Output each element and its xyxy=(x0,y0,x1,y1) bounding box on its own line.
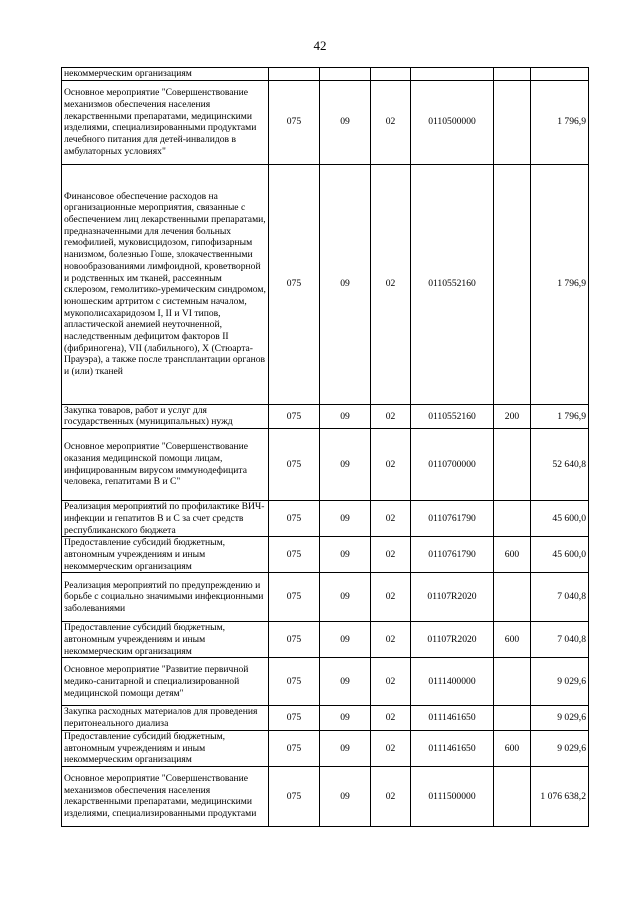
row-name-cell: Основное мероприятие "Развитие первичной медико-санитарной и специализированной медицинской помощи детям" xyxy=(62,658,269,706)
row-csr-cell: 0111461650 xyxy=(411,706,494,730)
row-csr-cell: 0110500000 xyxy=(411,80,494,164)
row-rz-cell: 09 xyxy=(320,429,371,501)
row-csr-cell: 0110761790 xyxy=(411,537,494,573)
table-row xyxy=(62,658,589,706)
row-sum-cell: 7 040,8 xyxy=(531,573,589,622)
table-row xyxy=(62,429,589,501)
row-name-cell: Предоставление субсидий бюджетным, автономным учреждениям и иным некоммерческим организациям xyxy=(62,537,269,573)
row-rz-cell: 09 xyxy=(320,622,371,658)
row-vr-cell: 600 xyxy=(494,730,531,766)
row-sum-cell: 9 029,6 xyxy=(531,658,589,706)
row-gr-cell: 075 xyxy=(269,766,320,826)
row-rz-cell: 09 xyxy=(320,730,371,766)
row-sum-cell: 45 600,0 xyxy=(531,537,589,573)
row-rz-cell: 09 xyxy=(320,537,371,573)
row-name-cell: Основное мероприятие "Совершенствование оказания медицинской помощи лицам, инфицированным вирусом иммунодефицита человека, гепатитами В и С" xyxy=(62,429,269,501)
table-row xyxy=(62,730,589,766)
row-rz-cell: 09 xyxy=(320,501,371,537)
row-pr-cell xyxy=(371,68,411,81)
table-row xyxy=(62,164,589,404)
row-name-cell: некоммерческим организациям xyxy=(62,68,269,81)
row-pr-cell: 02 xyxy=(371,537,411,573)
row-csr-cell: 0111400000 xyxy=(411,658,494,706)
row-vr-cell xyxy=(494,706,531,730)
row-gr-cell: 075 xyxy=(269,573,320,622)
row-pr-cell: 02 xyxy=(371,429,411,501)
row-name-cell: Финансовое обеспечение расходов на организационные мероприятия, связанные с обеспечением лиц лекарственными препаратами, предназначенными для лечения больных гемофилией, муковисцидозом, гипофизарным нанизмом, болезнью Гоше, злокачественными новообразованиями лимфоидной, кроветворной и родственных им тканей, рассеянным склерозом, гемолитико-уремическим синдромом, юношеским артритом с системным началом, мукополисахаридозом I, II и VI типов, апластической анемией неуточненной, наследственным дефицитом факторов II (фибриногена), VII (лабильного), X (Стюарта-Прауэра), а также после трансплантации органов и (или) тканей xyxy=(62,164,269,404)
row-gr-cell: 075 xyxy=(269,730,320,766)
row-name-cell: Предоставление субсидий бюджетным, автономным учреждениям и иным некоммерческим организациям xyxy=(62,622,269,658)
row-name-cell: Предоставление субсидий бюджетным, автономным учреждениям и иным некоммерческим организациям xyxy=(62,730,269,766)
row-csr-cell: 0111500000 xyxy=(411,766,494,826)
row-rz-cell: 09 xyxy=(320,766,371,826)
row-vr-cell xyxy=(494,573,531,622)
row-pr-cell: 02 xyxy=(371,658,411,706)
row-sum-cell xyxy=(531,68,589,81)
table-row xyxy=(62,573,589,622)
row-rz-cell: 09 xyxy=(320,706,371,730)
row-gr-cell: 075 xyxy=(269,706,320,730)
table-row xyxy=(62,80,589,164)
row-rz-cell: 09 xyxy=(320,164,371,404)
row-vr-cell: 600 xyxy=(494,622,531,658)
row-pr-cell: 02 xyxy=(371,501,411,537)
table-row xyxy=(62,68,589,81)
table-row xyxy=(62,706,589,730)
budget-table xyxy=(61,67,589,827)
table-row xyxy=(62,766,589,826)
row-name-cell: Закупка расходных материалов для проведения перитонеального диализа xyxy=(62,706,269,730)
row-gr-cell: 075 xyxy=(269,80,320,164)
row-pr-cell: 02 xyxy=(371,404,411,428)
row-sum-cell: 9 029,6 xyxy=(531,730,589,766)
row-sum-cell: 7 040,8 xyxy=(531,622,589,658)
row-vr-cell xyxy=(494,164,531,404)
row-csr-cell: 0110761790 xyxy=(411,501,494,537)
table-row xyxy=(62,501,589,537)
row-csr-cell: 01107R2020 xyxy=(411,622,494,658)
row-name-cell: Основное мероприятие "Совершенствование механизмов обеспечения населения лекарственными препаратами, медицинскими изделиями, специализированными продуктами лечебного питания для детей-инвалидов в амбулаторных условиях" xyxy=(62,80,269,164)
table-row xyxy=(62,537,589,573)
row-pr-cell: 02 xyxy=(371,80,411,164)
row-pr-cell: 02 xyxy=(371,164,411,404)
row-rz-cell xyxy=(320,68,371,81)
row-csr-cell: 0111461650 xyxy=(411,730,494,766)
row-pr-cell: 02 xyxy=(371,573,411,622)
row-vr-cell: 200 xyxy=(494,404,531,428)
row-gr-cell: 075 xyxy=(269,164,320,404)
row-pr-cell: 02 xyxy=(371,730,411,766)
row-vr-cell xyxy=(494,766,531,826)
row-gr-cell: 075 xyxy=(269,537,320,573)
row-gr-cell: 075 xyxy=(269,429,320,501)
row-gr-cell xyxy=(269,68,320,81)
row-rz-cell: 09 xyxy=(320,80,371,164)
row-vr-cell xyxy=(494,429,531,501)
row-pr-cell: 02 xyxy=(371,706,411,730)
row-rz-cell: 09 xyxy=(320,658,371,706)
row-csr-cell: 01107R2020 xyxy=(411,573,494,622)
row-gr-cell: 075 xyxy=(269,501,320,537)
row-sum-cell: 45 600,0 xyxy=(531,501,589,537)
row-name-cell: Реализация мероприятий по предупреждению и борьбе с социально значимыми инфекционными заболеваниями xyxy=(62,573,269,622)
row-vr-cell xyxy=(494,658,531,706)
row-sum-cell: 9 029,6 xyxy=(531,706,589,730)
row-gr-cell: 075 xyxy=(269,622,320,658)
row-vr-cell xyxy=(494,80,531,164)
row-pr-cell: 02 xyxy=(371,622,411,658)
row-vr-cell: 600 xyxy=(494,537,531,573)
table-row xyxy=(62,622,589,658)
page-number: 42 xyxy=(313,38,327,53)
row-vr-cell xyxy=(494,68,531,81)
row-name-cell: Реализация мероприятий по профилактике ВИЧ-инфекции и гепатитов В и С за счет средств республиканского бюджета xyxy=(62,501,269,537)
row-sum-cell: 1 796,9 xyxy=(531,404,589,428)
row-name-cell: Закупка товаров, работ и услуг для государственных (муниципальных) нужд xyxy=(62,404,269,428)
row-sum-cell: 1 076 638,2 xyxy=(531,766,589,826)
row-csr-cell: 0110700000 xyxy=(411,429,494,501)
row-name-cell: Основное мероприятие "Совершенствование механизмов обеспечения населения лекарственными препаратами, медицинскими изделиями, специализированными продуктами xyxy=(62,766,269,826)
row-vr-cell xyxy=(494,501,531,537)
row-csr-cell: 0110552160 xyxy=(411,404,494,428)
row-sum-cell: 52 640,8 xyxy=(531,429,589,501)
row-rz-cell: 09 xyxy=(320,573,371,622)
row-rz-cell: 09 xyxy=(320,404,371,428)
row-csr-cell xyxy=(411,68,494,81)
row-sum-cell: 1 796,9 xyxy=(531,164,589,404)
row-pr-cell: 02 xyxy=(371,766,411,826)
row-csr-cell: 0110552160 xyxy=(411,164,494,404)
row-gr-cell: 075 xyxy=(269,404,320,428)
row-sum-cell: 1 796,9 xyxy=(531,80,589,164)
table-row xyxy=(62,404,589,428)
row-gr-cell: 075 xyxy=(269,658,320,706)
